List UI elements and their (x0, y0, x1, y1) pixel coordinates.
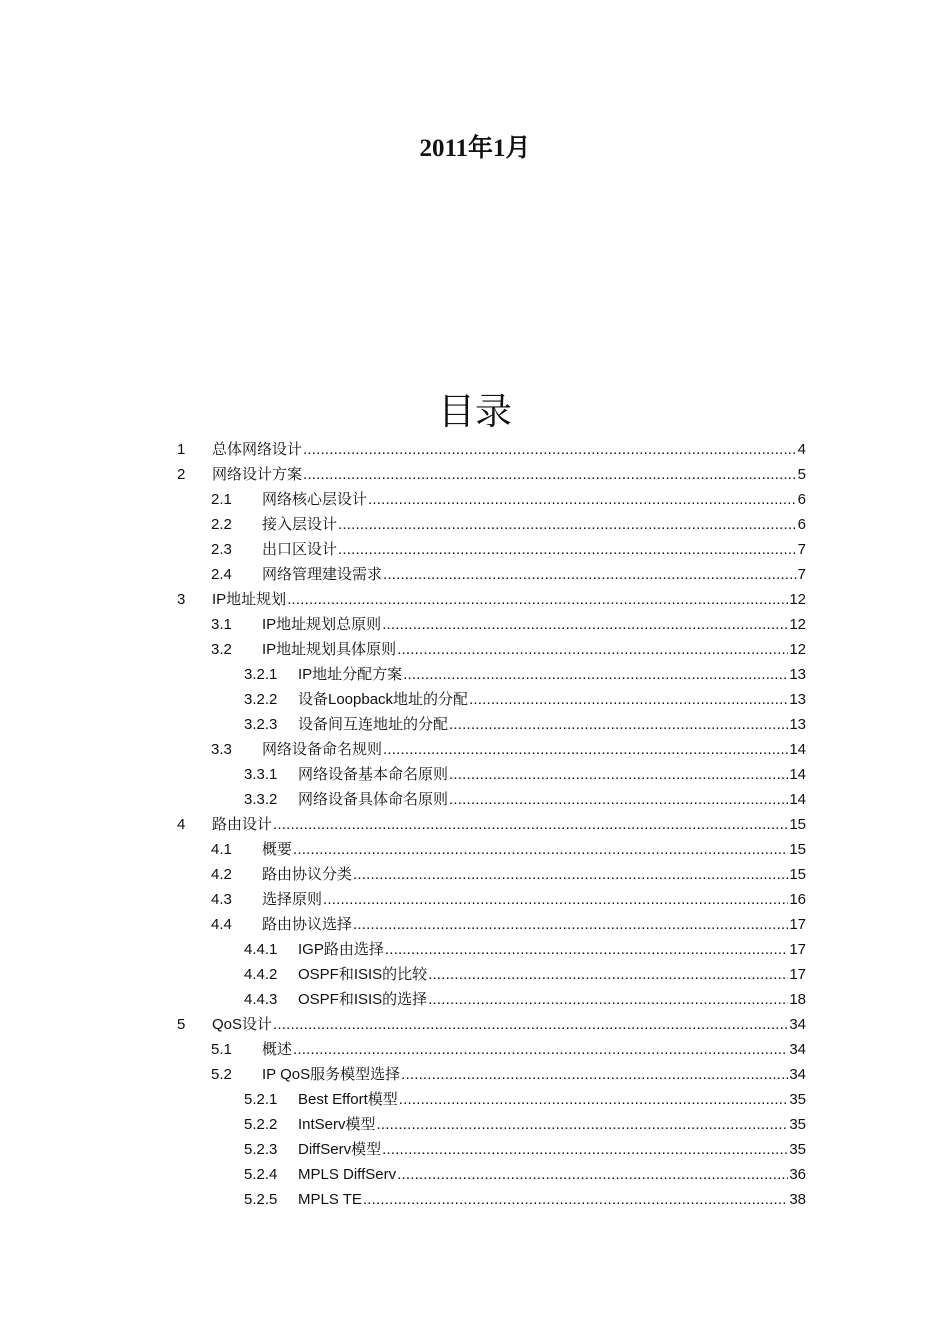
toc-entry[interactable] (211, 862, 806, 887)
toc-entry-leader (397, 1162, 788, 1187)
toc-entry-title: 网络管理建设需求 (262, 566, 383, 583)
toc-entry-page: 12 (789, 616, 806, 633)
toc-entry-leader (449, 787, 788, 812)
toc-entry-page: 7 (797, 541, 806, 558)
toc-entry-number: 3.2.1 (244, 666, 278, 683)
toc-entry-page: 17 (789, 966, 806, 983)
toc-entry-leader (428, 962, 788, 987)
toc-entry-page: 14 (789, 791, 806, 808)
toc-entry-title: 网络设备命名规则 (262, 741, 383, 758)
toc-entry-page: 34 (789, 1041, 806, 1058)
toc-entry-number: 5.2 (211, 1066, 232, 1083)
toc-entry-title: IP地址规划 (212, 591, 287, 608)
toc-entry-number: 2 (177, 466, 186, 483)
toc-entry-page: 14 (789, 741, 806, 758)
toc-entry[interactable] (244, 762, 806, 787)
toc-entry[interactable] (211, 912, 806, 937)
toc-entry-number: 5 (177, 1016, 186, 1033)
toc-entry[interactable] (211, 487, 806, 512)
toc-entry-leader (273, 1012, 788, 1037)
toc-entry[interactable] (244, 687, 806, 712)
toc-entry-leader (353, 862, 788, 887)
toc-entry-title: 概述 (262, 1041, 293, 1058)
toc-entry-leader (401, 1062, 788, 1087)
toc-entry-leader (382, 612, 788, 637)
toc-entry-number: 2.1 (211, 491, 232, 508)
toc-entry-leader (399, 1087, 789, 1112)
cover-date: 2011年1月 (419, 135, 531, 162)
toc-entry-title: 出口区设计 (262, 541, 338, 558)
toc-entry[interactable] (244, 987, 806, 1012)
toc-entry-leader (303, 437, 797, 462)
toc-entry-page: 13 (789, 666, 806, 683)
toc-entry[interactable] (211, 612, 806, 637)
toc-entry[interactable] (244, 712, 806, 737)
toc-entry-leader (338, 537, 797, 562)
toc-entry-leader (428, 987, 788, 1012)
toc-entry-leader (383, 562, 797, 587)
toc-entry-page: 6 (797, 491, 806, 508)
toc-entry-title: 网络设备基本命名原则 (298, 766, 449, 783)
toc-entry-number: 4.4 (211, 916, 232, 933)
toc-entry-number: 5.2.5 (244, 1191, 278, 1208)
toc-entry[interactable] (244, 662, 806, 687)
toc-entry-title: 网络设计方案 (212, 466, 303, 483)
toc-entry[interactable] (177, 437, 806, 462)
toc-entry[interactable] (211, 737, 806, 762)
toc-entry-page: 13 (789, 691, 806, 708)
toc-entry-page: 17 (789, 916, 806, 933)
toc-entry-leader (287, 587, 788, 612)
toc-entry-leader (469, 687, 788, 712)
toc-entry-number: 2.2 (211, 516, 232, 533)
toc-entry-page: 15 (789, 816, 806, 833)
toc-entry-page: 14 (789, 766, 806, 783)
toc-entry-leader (273, 812, 788, 837)
toc-entry-leader (377, 1112, 789, 1137)
toc-entry[interactable] (244, 787, 806, 812)
toc-entry-leader (363, 1187, 788, 1212)
toc-entry-page: 18 (789, 991, 806, 1008)
toc-entry-page: 35 (789, 1141, 806, 1158)
toc-entry-title: IP地址规划总原则 (262, 616, 382, 633)
toc-entry-title: IntServ模型 (298, 1116, 376, 1133)
toc-entry-number: 3.2 (211, 641, 232, 658)
toc-entry-title: IP地址规划具体原则 (262, 641, 397, 658)
toc-entry-title: 路由协议选择 (262, 916, 353, 933)
toc-entry-title: OSPF和ISIS的比较 (298, 966, 428, 983)
toc-entry-page: 4 (797, 441, 806, 458)
toc-entry-number: 2.3 (211, 541, 232, 558)
toc-entry-title: MPLS TE (298, 1191, 362, 1208)
toc-entry[interactable] (244, 1137, 806, 1162)
toc-entry-leader (293, 1037, 788, 1062)
toc-entry-page: 34 (789, 1066, 806, 1083)
toc-entry-page: 15 (789, 841, 806, 858)
toc-entry-title: QoS设计 (212, 1016, 273, 1033)
toc-entry-title: 路由设计 (212, 816, 273, 833)
toc-entry-leader (385, 937, 788, 962)
toc-entry[interactable] (177, 462, 806, 487)
toc-entry-number: 4.1 (211, 841, 232, 858)
toc-entry-title: DiffServ模型 (298, 1141, 382, 1158)
toc-entry-title: 设备Loopback地址的分配 (298, 691, 469, 708)
toc-entry-page: 35 (789, 1116, 806, 1133)
toc-entry[interactable] (177, 812, 806, 837)
toc-title: 目录 (438, 390, 512, 433)
toc-entry-page: 15 (789, 866, 806, 883)
toc-entry-number: 3.2.2 (244, 691, 278, 708)
toc-entry-leader (368, 487, 797, 512)
toc-entry-number: 2.4 (211, 566, 232, 583)
toc-entry-leader (449, 712, 788, 737)
toc-entry[interactable] (211, 887, 806, 912)
toc-entry-title: 接入层设计 (262, 516, 338, 533)
toc-entry-page: 17 (789, 941, 806, 958)
toc-entry-leader (323, 887, 788, 912)
toc-entry-page: 7 (797, 566, 806, 583)
toc-entry[interactable] (211, 537, 806, 562)
toc-entry-title: IP QoS服务模型选择 (262, 1066, 401, 1083)
toc-entry-number: 4 (177, 816, 186, 833)
toc-entry[interactable] (211, 512, 806, 537)
toc-entry-number: 4.4.2 (244, 966, 278, 983)
toc-entry-number: 5.1 (211, 1041, 232, 1058)
toc-entry-title: IP地址分配方案 (298, 666, 403, 683)
toc-entry-leader (353, 912, 788, 937)
toc-entry-number: 5.2.1 (244, 1091, 278, 1108)
toc-entry-leader (383, 737, 788, 762)
toc-entry[interactable] (211, 1037, 806, 1062)
toc-entry[interactable] (244, 962, 806, 987)
toc-entry-number: 4.4.1 (244, 941, 278, 958)
toc-entry-leader (338, 512, 797, 537)
toc-entry-leader (397, 637, 788, 662)
toc-entry-number: 3.1 (211, 616, 232, 633)
toc-entry-number: 3 (177, 591, 186, 608)
toc-entry-number: 3.3.2 (244, 791, 278, 808)
toc-entry-number: 3.3.1 (244, 766, 278, 783)
toc-entry-title: 总体网络设计 (212, 441, 303, 458)
toc-entry-title: OSPF和ISIS的选择 (298, 991, 428, 1008)
toc-entry-title: 选择原则 (262, 891, 323, 908)
toc-entry[interactable] (177, 587, 806, 612)
toc-entry-leader (303, 462, 797, 487)
toc-entry-page: 36 (789, 1166, 806, 1183)
toc-entry[interactable] (244, 937, 806, 962)
toc-entry-number: 4.4.3 (244, 991, 278, 1008)
toc-entry-number: 5.2.4 (244, 1166, 278, 1183)
toc-entry-title: 网络核心层设计 (262, 491, 368, 508)
toc-entry-number: 3.3 (211, 741, 232, 758)
toc-entry-title: MPLS DiffServ (298, 1166, 397, 1183)
toc-entry-leader (449, 762, 788, 787)
toc-entry-number: 5.2.3 (244, 1141, 278, 1158)
toc-entry-number: 4.2 (211, 866, 232, 883)
toc-entry-leader (382, 1137, 788, 1162)
toc-entry-number: 3.2.3 (244, 716, 278, 733)
toc-entry-page: 13 (789, 716, 806, 733)
toc-entry-leader (403, 662, 788, 687)
toc-entry[interactable] (244, 1187, 806, 1212)
toc-entry[interactable] (244, 1087, 806, 1112)
toc-entry-title: 路由协议分类 (262, 866, 353, 883)
toc-entry-number: 4.3 (211, 891, 232, 908)
toc-entry[interactable] (211, 837, 806, 862)
toc-entry[interactable] (244, 1112, 806, 1137)
toc-entry[interactable] (211, 562, 806, 587)
toc-entry-title: 概要 (262, 841, 293, 858)
toc-entry-page: 16 (789, 891, 806, 908)
toc-entry[interactable] (211, 1062, 806, 1087)
toc-entry-title: IGP路由选择 (298, 941, 384, 958)
toc-entry-title: Best Effort模型 (298, 1091, 398, 1108)
toc-entry-title: 设备间互连地址的分配 (298, 716, 449, 733)
toc-entry-page: 34 (789, 1016, 806, 1033)
toc-entry-page: 12 (789, 591, 806, 608)
toc-entry-number: 5.2.2 (244, 1116, 278, 1133)
toc-entry-leader (293, 837, 788, 862)
toc-entry-page: 35 (789, 1091, 806, 1108)
toc-entry-page: 6 (797, 516, 806, 533)
toc-entry-page: 38 (789, 1191, 806, 1208)
toc-entry-page: 12 (789, 641, 806, 658)
toc-entry[interactable] (244, 1162, 806, 1187)
toc-entry[interactable] (177, 1012, 806, 1037)
toc-entry-title: 网络设备具体命名原则 (298, 791, 449, 808)
toc-entry-number: 1 (177, 441, 186, 458)
toc-entry[interactable] (211, 637, 806, 662)
toc-entry-page: 5 (797, 466, 806, 483)
